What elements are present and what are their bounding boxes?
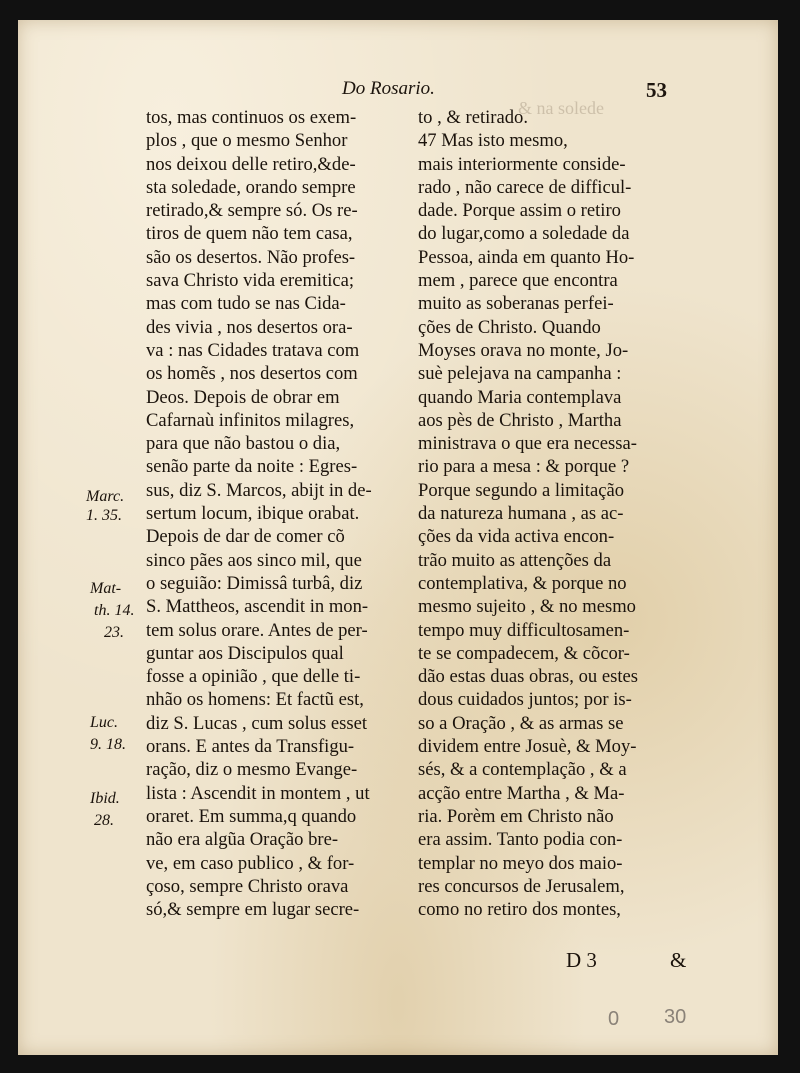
text-line: tiros de quem não tem casa,: [146, 223, 353, 245]
margin-note: Ibid.: [90, 790, 120, 807]
text-line: do lugar,como a soledade da: [418, 223, 630, 245]
margin-note: 1. 35.: [86, 507, 122, 524]
pencil-mark: 0: [608, 1008, 620, 1030]
text-line: res concursos de Jerusalem,: [418, 875, 625, 897]
signature-mark: D 3: [566, 948, 597, 972]
page-number: 53: [646, 78, 667, 102]
text-line: Moyses orava no monte, Jo-: [418, 339, 629, 361]
margin-note: 9. 18.: [90, 736, 126, 753]
text-line: plos , que o mesmo Senhor: [146, 130, 348, 152]
text-line: era assim. Tanto podia con-: [418, 829, 623, 851]
text-line: mesmo sujeito , & no mesmo: [418, 596, 636, 618]
text-line: aos pès de Christo , Martha: [418, 409, 622, 431]
text-line: Cafarnaù infinitos milagres,: [146, 409, 355, 431]
text-line: sés, & a contemplação , & a: [418, 759, 627, 781]
text-line: contemplativa, & porque no: [418, 572, 627, 594]
text-line: rio para a mesa : & porque ?: [418, 456, 630, 478]
margin-note: Luc.: [90, 714, 118, 731]
right-text-column: [418, 106, 690, 921]
left-text-column: [146, 106, 416, 921]
text-line: sertum locum, ibique orabat.: [146, 503, 360, 525]
text-line: fosse a opinião , que delle ti-: [146, 666, 361, 688]
text-line: muito as soberanas perfei-: [418, 293, 614, 315]
text-line: nhão os homens: Et factũ est,: [146, 689, 364, 711]
text-line: sava Christo vida eremitica;: [146, 270, 355, 292]
text-line: são os desertos. Não profes-: [146, 246, 356, 268]
text-line: va : nas Cidades tratava com: [146, 339, 360, 361]
text-line: mem , parece que encontra: [418, 270, 618, 292]
text-line: mais interiormente conside-: [418, 153, 626, 175]
text-line: mas com tudo se nas Cida-: [146, 293, 346, 315]
text-line: ções de Christo. Quando: [418, 316, 601, 338]
text-line: Pessoa, ainda em quanto Ho-: [418, 246, 635, 268]
text-line: S. Mattheos, ascendit in mon-: [146, 596, 369, 618]
text-line: çoso, sempre Christo orava: [146, 875, 349, 897]
text-line: o seguião: Dimissâ turbâ, diz: [146, 572, 363, 594]
show-through-text: & na solede: [518, 98, 604, 118]
text-line: Porque segundo a limitação: [418, 479, 625, 501]
text-line: des vivia , nos desertos ora-: [146, 316, 353, 338]
text-line: so a Oração , & as armas se: [418, 712, 624, 734]
text-line: retirado,& sempre só. Os re-: [146, 200, 358, 222]
text-line: Depois de dar de comer cõ: [146, 526, 345, 548]
margin-note: Marc.: [86, 488, 125, 505]
text-line: dous cuidados juntos; por is-: [418, 689, 632, 711]
text-line: sta soledade, orando sempre: [146, 176, 356, 198]
text-line: ria. Porèm em Christo não: [418, 805, 614, 827]
text-line: tempo muy difficultosamen-: [418, 619, 630, 641]
running-title: Do Rosario.: [342, 78, 435, 99]
text-line: dade. Porque assim o retiro: [418, 200, 621, 222]
text-line: ve, em caso publico , & for-: [146, 852, 355, 874]
text-line: oraret. Em summa,q quando: [146, 805, 357, 827]
text-line: dão estas duas obras, ou estes: [418, 666, 638, 688]
margin-note: Mat-: [90, 580, 122, 597]
text-line: os homẽs , nos desertos com: [146, 363, 358, 385]
text-line: dividem entre Josuè, & Moy-: [418, 736, 637, 758]
text-line: nos deixou delle retiro,&de-: [146, 153, 356, 175]
text-line: ministrava o que era necessa-: [418, 433, 637, 455]
text-line: sinco pães aos sinco mil, que: [146, 549, 362, 571]
text-line: to , & retirado.: [418, 107, 528, 128]
text-line: rado , não carece de difficul-: [418, 176, 632, 198]
margin-note: 23.: [104, 624, 124, 641]
text-line: como no retiro dos montes,: [418, 899, 621, 921]
text-line: orans. E antes da Transfigu-: [146, 736, 355, 758]
page-sheet: [18, 20, 778, 1055]
text-line: para que não bastou o dia,: [146, 433, 341, 455]
text-line: te se compadecem, & cõcor-: [418, 642, 630, 664]
text-line: acção entre Martha , & Ma-: [418, 782, 625, 804]
text-line: templar no meyo dos maio-: [418, 852, 623, 874]
text-line: sus, diz S. Marcos, abijt in de-: [146, 479, 372, 501]
text-line: só,& sempre em lugar secre-: [146, 899, 360, 921]
text-line: ração, diz o mesmo Evange-: [146, 759, 358, 781]
text-line: senão parte da noite : Egres-: [146, 456, 358, 478]
text-line: 47 Mas isto mesmo,: [418, 130, 568, 152]
text-line: guntar aos Discipulos qual: [146, 642, 344, 664]
text-line: diz S. Lucas , cum solus esset: [146, 712, 368, 734]
text-line: ções da vida activa encon-: [418, 526, 615, 548]
text-line: tos, mas continuos os exem-: [146, 107, 357, 128]
text-line: tem solus orare. Antes de per-: [146, 619, 368, 641]
text-line: trão muito as attenções da: [418, 549, 612, 571]
text-line: da natureza humana , as ac-: [418, 503, 624, 525]
text-line: lista : Ascendit in montem , ut: [146, 782, 370, 804]
text-line: Deos. Depois de obrar em: [146, 386, 340, 408]
text-line: suè pelejava na campanha :: [418, 363, 622, 385]
catchword: &: [670, 948, 687, 972]
margin-note: 28.: [94, 812, 114, 829]
text-line: quando Maria contemplava: [418, 386, 622, 408]
margin-note: th. 14.: [94, 602, 135, 619]
text-line: não era algũa Oração bre-: [146, 829, 339, 851]
pencil-mark: 30: [664, 1006, 687, 1028]
